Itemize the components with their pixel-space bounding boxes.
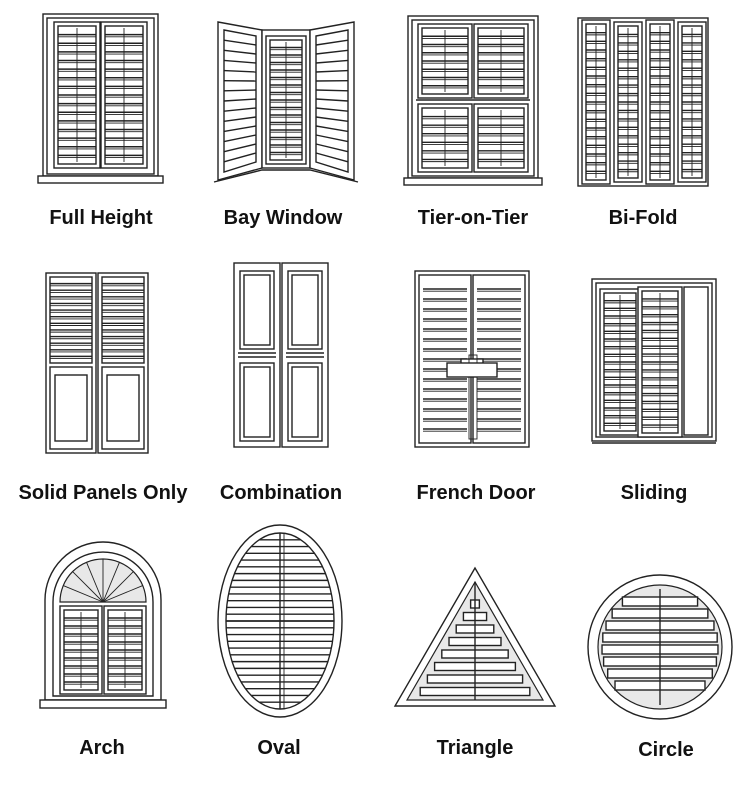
arch-label: Arch [79,737,125,759]
tier-on-tier-shutter-drawing [380,0,566,200]
louver [224,90,256,91]
french-door-shutter-drawing [385,255,565,475]
oval-shutter-drawing [200,515,360,725]
bay-window-illustration [190,0,376,200]
solid-panels-only-label: Solid Panels Only [18,482,188,504]
triangle-illustration [385,560,565,720]
bi-fold-illustration [560,0,744,200]
tier-on-tier-label: Tier-on-Tier [417,207,529,229]
bi-fold-shutter-drawing [560,0,744,200]
left-leaf [234,263,280,447]
arch-illustration [20,520,190,720]
solid-panels-only-illustration [0,255,200,475]
sliding-label: Sliding [620,482,688,504]
bay-window-label: Bay Window [223,207,343,229]
window-sill [404,178,542,185]
combination-shutter-drawing [200,255,370,475]
sliding-illustration [570,255,744,475]
solid-panels-only-shutter-drawing [0,255,200,475]
tier-on-tier-illustration [380,0,566,200]
combination-label: Combination [219,482,343,504]
circle-label: Circle [638,739,694,761]
bay-window-shutter-drawing [190,0,376,200]
bi-fold-label: Bi-Fold [608,207,678,229]
louver [316,90,348,91]
french-door-label: French Door [416,482,536,504]
right-leaf [282,263,328,447]
circle-illustration [580,565,740,725]
triangle-shutter-drawing [385,560,565,720]
arch-shutter-drawing [20,520,190,720]
circle-shutter-drawing [580,565,740,725]
full-height-shutter-drawing [0,0,186,200]
handle-cutout [447,363,497,377]
oval-illustration [200,515,360,725]
oval-label: Oval [257,737,301,759]
arch-sill [40,700,166,708]
combination-illustration [200,255,370,475]
french-door-illustration [385,255,565,475]
full-height-label: Full Height [49,207,153,229]
triangle-label: Triangle [436,737,514,759]
full-height-illustration [0,0,186,200]
sliding-shutter-drawing [570,255,744,475]
window-sill [38,176,163,183]
